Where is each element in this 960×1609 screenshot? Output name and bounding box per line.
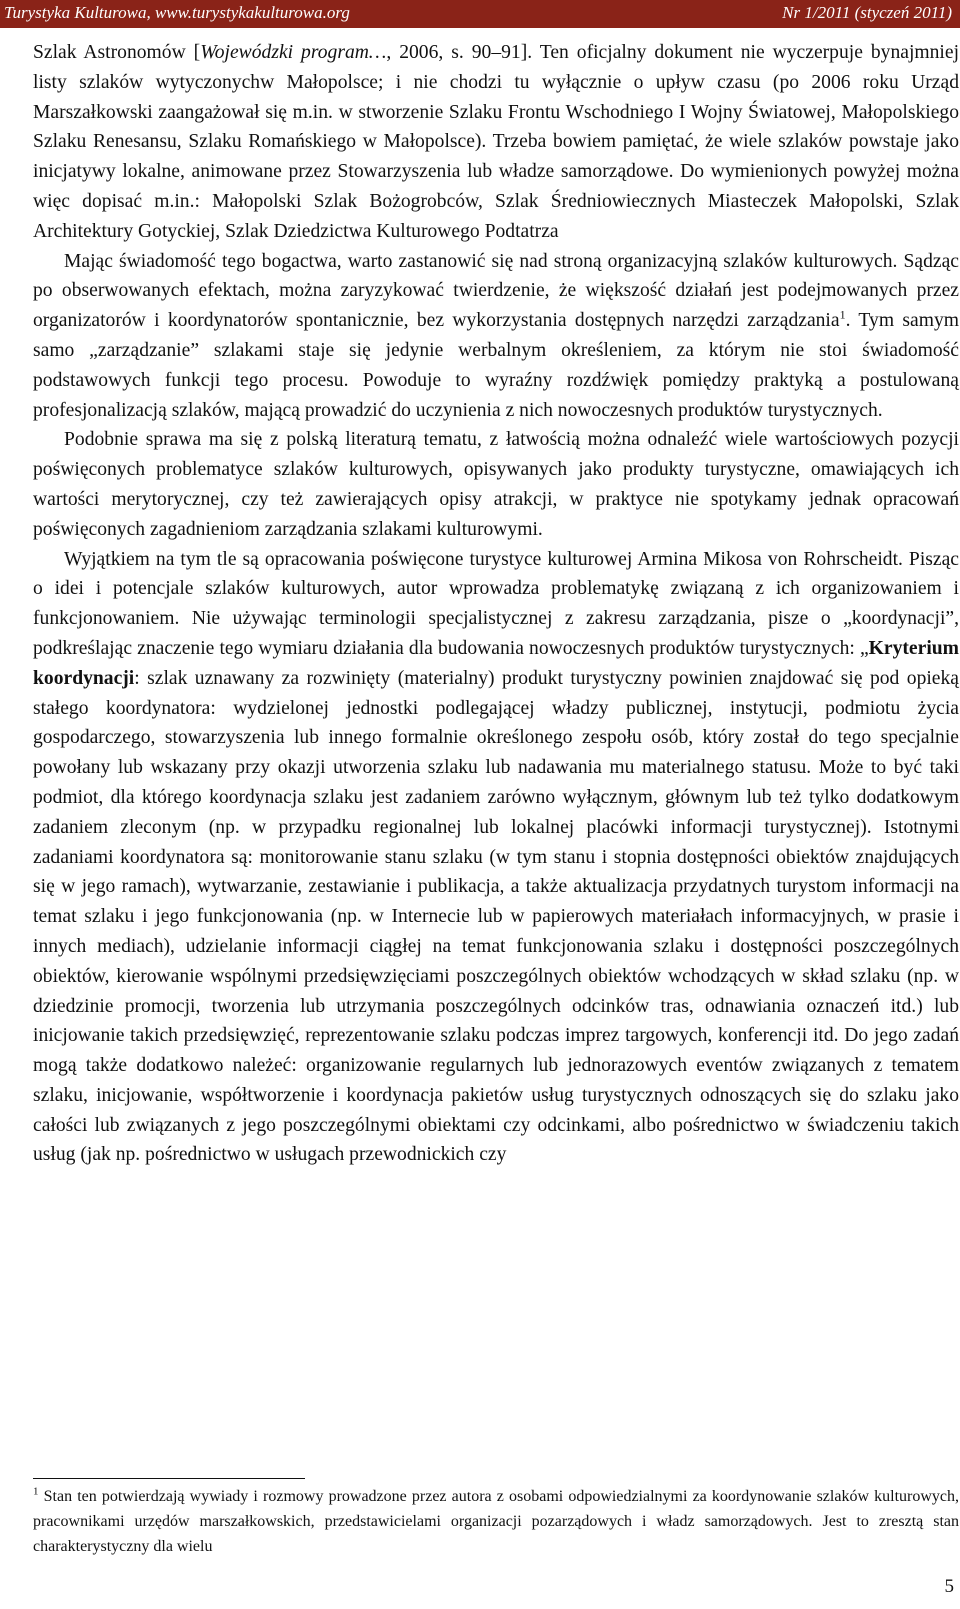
paragraph-2-part-1: Mając świadomość tego bogactwa, warto zastanowić się nad stroną organizacyjną szlaków kulturowych. Sądząc po obserwowanych efektach, można zaryzykować twierdzenie, że większość działań jest podejmowanych przez organizatorów i koordynatorów spontanicznie, bez wykorzystania dostępnych narzędzi zarządzania: [33, 250, 959, 332]
paragraph-1: [33, 38, 959, 247]
paragraph-1-part-2: , 2006, s. 90–91]. Ten oficjalny dokument nie wyczerpuje bynajmniej listy szlaków wytyczonychw Małopolsce; i nie chodzi tu wyłącznie o upływ czasu (po 2006 roku Urząd Marszałkowski zaangażował się m.in. w stworzenie Szlaku Frontu Wschodniego I Wojny Światowej, Małopolskiego Szlaku Renesansu, Szlaku Romańskiego w Małopolsce). Trzeba bowiem pamiętać, że wiele szlaków powstaje jako inicjatywy lokalne, animowane przez Stowarzyszenia lub władze samorządowe. Do wymienionych powyżej można więc dopisać m.in.: Małopolski Szlak Bożogrobców, Szlak Średniowiecznych Miasteczek Małopolski, Szlak Architektury Gotyckiej, Szlak Dziedzictwa Kulturowego Podtatrza: [33, 42, 960, 242]
journal-title: Turystyka Kulturowa, www.turystykakulturowa.org: [4, 3, 350, 22]
paragraph-4-part-2: : szlak uznawany za rozwinięty (materialny) produkt turystyczny powinien znajdować się pod opieką stałego koordynatora: wydzielonej jednostki podlegającej władzy publicznej, instytucji, podmiotu życia gospodarczego, stowarzyszenia lub innego formalnie określonego zespołu osób, który został do tego specjalnie powołany lub wskazany przy okazji utworzenia szlaku lub nadawania mu materialnego statusu. Może to być taki podmiot, dla którego koordynacja szlaku jest zadaniem zarówno wyłącznym, głównym lub też tylko dodatkowym zadaniem zleconym (np. w przypadku regionalnej lub lokalnej placówki informacji turystycznej). Istotnymi zadaniami koordynatora są: monitorowanie stanu szlaku (w tym stanu i stopnia dostępności obiektów znajdujących się w jego ramach), wytwarzanie, zestawianie i publikacja, a także aktualizacja przydatnych turystom informacji na temat szlaku i jego funkcjonowania (np. w Internecie lub w papierowych materiałach informacyjnych, w prasie i innych mediach), udzielanie informacji ciągłej na temat funkcjonowania szlaku i dostępności poszczególnych obiektów, kierowanie wspólnymi przedsięwzięciami poszczególnych obiektów wchodzących w skład szlaku (np. w dziedzinie promocji, tworzenia lub utrzymania poszczególnych odcinków tras, odnawiania oznaczeń itd.) lub inicjowanie takich przedsięwzięć, reprezentowanie szlaku podczas imprez targowych, konferencji itd. Do jego zadań mogą także dodatkowo należeć: organizowanie regularnych lub jednorazowych eventów związanych z tematem szlaku, inicjowanie, współtworzenie i koordynacja pakietów usług turystycznych odnoszących się do szlaku jako całości lub związanych z jego poszczególnymi obiektami czy odcinkami, albo pośrednictwo w świadczeniu takich usług (jak np. pośrednictwo w usługach przewodnickich czy: [33, 667, 959, 1166]
running-header: [0, 0, 960, 28]
bold-term: Kryterium koordynacji: [33, 637, 959, 689]
paragraph-4-part-1: Wyjątkiem na tym tle są opracowania poświęcone turystyce kulturowej Armina Mikosa von Rohrscheidt. Pisząc o idei i potencjale szlaków kulturowych, autor wprowadza problematykę związaną z ich organizowaniem i funkcjonowaniem. Nie używając terminologii specjalistycznej z zakresu zarządzania, pisze o „koordynacji”, podkreślając znaczenie tego wymiaru działania dla budowania nowoczesnych produktów turystycznych: „: [33, 548, 959, 659]
paragraph-4: [33, 545, 959, 1171]
footnote-text: Stan ten potwierdzają wywiady i rozmowy prowadzone przez autora z osobami odpowiedzialnymi za koordynowanie szlaków kulturowych, pracownikami urzędów marszałkowskich, przedstawicielami organizacji pozarządowych i władz samorządowych. Jest to zresztą stan charakterystyczny dla wielu: [33, 1488, 959, 1555]
footnote-separator: [33, 1478, 305, 1479]
footnote: [33, 1484, 959, 1559]
footnote-1: [33, 1484, 959, 1559]
cited-title: Wojewódzki program…: [200, 42, 387, 63]
paragraph-3: Podobnie sprawa ma się z polską literaturą tematu, z łatwością można odnaleźć wiele wartościowych pozycji poświęconych problematyce szlaków kulturowych, opisywanych jako produkty turystyczne, omawiających ich wartości merytorycznej, czy też zawierających opisy atrakcji, w praktyce nie spotykamy jednak opracowań poświęconych zagadnieniom zarządzania szlakami kulturowymi.: [33, 429, 959, 540]
footnote-reference: 1: [839, 307, 846, 322]
paragraph-2-part-2: . Tym samym samo „zarządzanie” szlakami staje się jedynie werbalnym określeniem, za którym nie stoi świadomość podstawowych funkcji tego procesu. Powoduje to wyraźny rozdźwięk pomiędzy praktyką a postulowaną profesjonalizacją szlaków, mającą prowadzić do uczynienia z nich nowoczesnych produktów turystycznych.: [33, 310, 959, 421]
article-body: [33, 38, 959, 1170]
page-number: 5: [944, 1576, 954, 1597]
issue-number: Nr 1/2011 (styczeń 2011): [782, 3, 952, 22]
paragraph-2: [33, 247, 959, 426]
paragraph-1-part-1: Szlak Astronomów [: [33, 42, 201, 63]
footnote-number: 1: [33, 1485, 39, 1498]
